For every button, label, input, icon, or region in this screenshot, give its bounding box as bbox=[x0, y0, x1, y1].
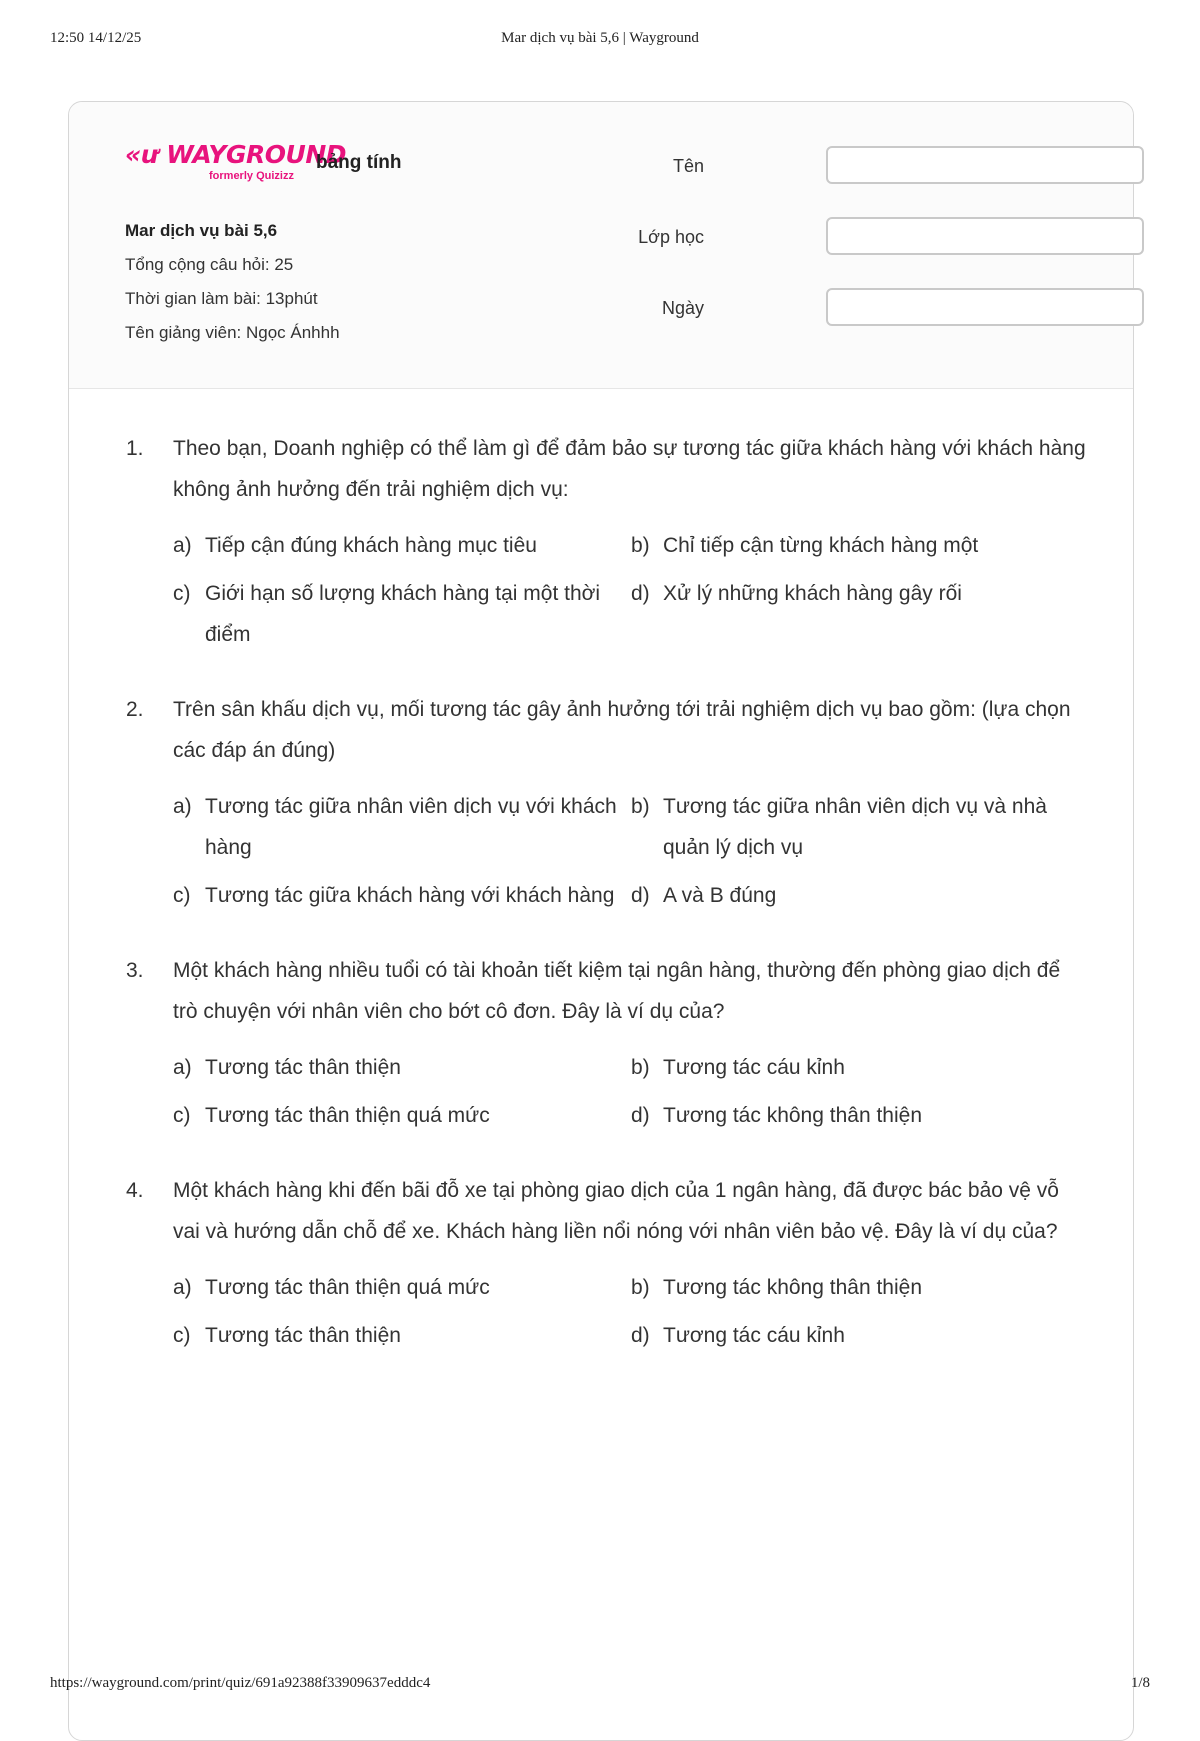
option-text: Tương tác cáu kỉnh bbox=[663, 1056, 845, 1079]
total-questions: Tổng cộng câu hỏi: 25 bbox=[125, 255, 294, 274]
question-3 bbox=[126, 950, 1086, 1136]
question-2-prompt bbox=[126, 689, 1086, 771]
option-letter: a) bbox=[173, 1276, 192, 1299]
option-c bbox=[173, 875, 631, 916]
option-d bbox=[631, 573, 1071, 655]
question-text: Trên sân khấu dịch vụ, mối tương tác gây ảnh hưởng tới trải nghiệm dịch vụ bao gồm: (lựa chọn các đáp án đúng) bbox=[173, 698, 1071, 762]
worksheet-label: bảng tính bbox=[316, 152, 402, 173]
question-4-prompt bbox=[126, 1170, 1086, 1252]
option-letter: b) bbox=[631, 1056, 650, 1079]
question-3-prompt bbox=[126, 950, 1086, 1032]
question-1 bbox=[126, 428, 1086, 655]
option-a bbox=[173, 1047, 631, 1088]
question-number: 3. bbox=[126, 959, 144, 982]
date-field-row bbox=[659, 288, 1089, 330]
option-text: Tương tác thân thiện quá mức bbox=[205, 1104, 490, 1127]
option-d bbox=[631, 1315, 1071, 1356]
print-page-title: Mar dịch vụ bài 5,6 | Wayground bbox=[501, 30, 699, 46]
wayground-logo bbox=[125, 142, 346, 182]
option-a bbox=[173, 525, 631, 566]
question-1-prompt bbox=[126, 428, 1086, 510]
answer-options bbox=[126, 1267, 1086, 1356]
teacher-name: Tên giảng viên: Ngọc Ánhhh bbox=[125, 323, 340, 342]
question-text: Một khách hàng khi đến bãi đỗ xe tại phòng giao dịch của 1 ngân hàng, đã được bác bảo vệ vỗ vai và hướng dẫn chỗ để xe. Khách hàng liền nổi nóng với nhân viên bảo vệ. Đây là ví dụ của? bbox=[173, 1179, 1059, 1243]
class-field-row bbox=[638, 217, 1089, 259]
time-limit: Thời gian làm bài: 13phút bbox=[125, 289, 318, 308]
option-c bbox=[173, 573, 631, 655]
option-a bbox=[173, 1267, 631, 1308]
option-letter: a) bbox=[173, 534, 192, 557]
option-c bbox=[173, 1095, 631, 1136]
option-letter: c) bbox=[173, 582, 191, 605]
question-4 bbox=[126, 1170, 1086, 1356]
print-datetime: 12:50 14/12/25 bbox=[50, 30, 142, 46]
option-text: Tiếp cận đúng khách hàng mục tiêu bbox=[205, 534, 537, 557]
option-text: Tương tác thân thiện bbox=[205, 1056, 401, 1079]
option-b bbox=[631, 786, 1071, 868]
option-letter: d) bbox=[631, 884, 650, 907]
option-letter: d) bbox=[631, 1324, 650, 1347]
option-d bbox=[631, 875, 1071, 916]
option-text: Tương tác không thân thiện bbox=[663, 1104, 922, 1127]
question-number: 2. bbox=[126, 698, 144, 721]
worksheet-card bbox=[68, 101, 1134, 1741]
worksheet-header bbox=[69, 102, 1133, 389]
option-text: A và B đúng bbox=[663, 884, 777, 907]
answer-options bbox=[126, 1047, 1086, 1136]
class-label: Lớp học bbox=[638, 227, 704, 247]
print-url[interactable]: https://wayground.com/print/quiz/691a92388f33909637edddc4 bbox=[50, 1675, 431, 1691]
quiz-title: Mar dịch vụ bài 5,6 bbox=[125, 221, 278, 240]
option-d bbox=[631, 1095, 1071, 1136]
option-a bbox=[173, 786, 631, 868]
question-list bbox=[126, 428, 1086, 1390]
question-text: Theo bạn, Doanh nghiệp có thể làm gì để đảm bảo sự tương tác giữa khách hàng với khách hàng không ảnh hưởng đến trải nghiệm dịch vụ: bbox=[173, 437, 1086, 501]
date-input[interactable] bbox=[826, 288, 1144, 326]
answer-options bbox=[126, 786, 1086, 916]
class-input[interactable] bbox=[826, 217, 1144, 255]
question-2 bbox=[126, 689, 1086, 916]
question-number: 4. bbox=[126, 1179, 144, 1202]
option-text: Tương tác giữa nhân viên dịch vụ với khách hàng bbox=[205, 795, 617, 859]
option-letter: c) bbox=[173, 884, 191, 907]
option-letter: d) bbox=[631, 1104, 650, 1127]
question-number: 1. bbox=[126, 437, 144, 460]
name-field-row bbox=[659, 146, 1089, 188]
option-letter: a) bbox=[173, 1056, 192, 1079]
logo-subtitle: formerly Quizizz bbox=[209, 170, 294, 182]
option-text: Xử lý những khách hàng gây rối bbox=[663, 582, 962, 605]
option-letter: c) bbox=[173, 1104, 191, 1127]
option-letter: d) bbox=[631, 582, 650, 605]
answer-options bbox=[126, 525, 1086, 655]
option-letter: b) bbox=[631, 534, 650, 557]
option-text: Tương tác cáu kỉnh bbox=[663, 1324, 845, 1347]
date-label: Ngày bbox=[661, 298, 704, 318]
option-letter: a) bbox=[173, 795, 192, 818]
option-letter: b) bbox=[631, 1276, 650, 1299]
option-b bbox=[631, 525, 1071, 566]
option-text: Tương tác giữa khách hàng với khách hàng bbox=[205, 884, 615, 907]
name-input[interactable] bbox=[826, 146, 1144, 184]
question-text: Một khách hàng nhiều tuổi có tài khoản tiết kiệm tại ngân hàng, thường đến phòng giao dịch để trò chuyện với nhân viên cho bớt cô đơn. Đây là ví dụ của? bbox=[173, 959, 1061, 1023]
option-text: Tương tác giữa nhân viên dịch vụ và nhà quản lý dịch vụ bbox=[663, 795, 1047, 859]
print-page-number: 1/8 bbox=[1130, 1675, 1150, 1691]
option-text: Chỉ tiếp cận từng khách hàng một bbox=[663, 534, 979, 557]
option-letter: b) bbox=[631, 795, 650, 818]
option-text: Giới hạn số lượng khách hàng tại một thời điểm bbox=[205, 582, 601, 646]
logo-mark: «ư WAYGROUND bbox=[125, 140, 347, 169]
quiz-info bbox=[125, 214, 340, 350]
option-b bbox=[631, 1047, 1071, 1088]
option-letter: c) bbox=[173, 1324, 191, 1347]
option-text: Tương tác không thân thiện bbox=[663, 1276, 922, 1299]
option-text: Tương tác thân thiện bbox=[205, 1324, 401, 1347]
option-b bbox=[631, 1267, 1071, 1308]
option-text: Tương tác thân thiện quá mức bbox=[205, 1276, 490, 1299]
name-label: Tên bbox=[672, 156, 704, 176]
option-c bbox=[173, 1315, 631, 1356]
